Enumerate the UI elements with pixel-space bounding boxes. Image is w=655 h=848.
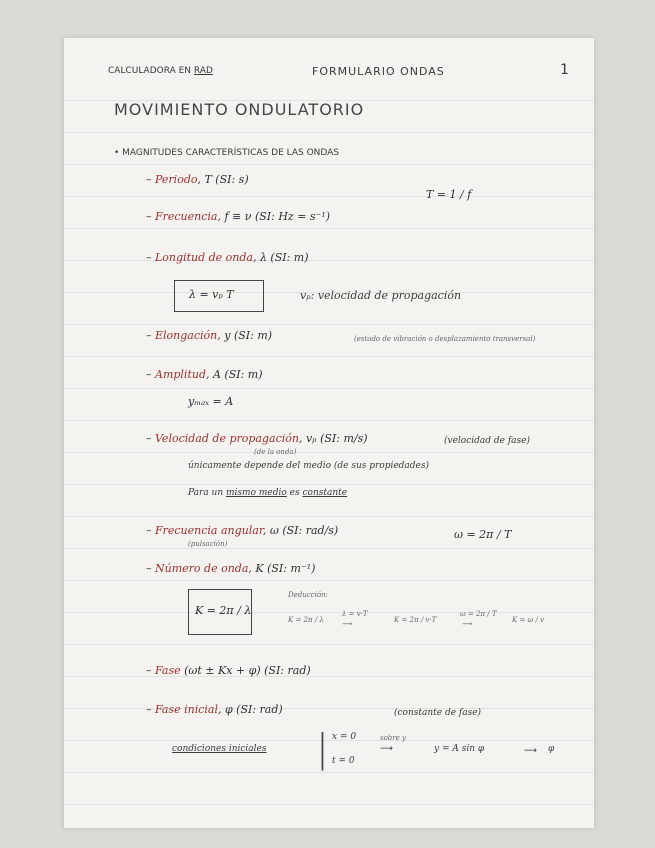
numero-formula: K = 2π / λ	[195, 604, 252, 617]
header-left-underlined: RAD	[193, 66, 213, 76]
header-center: FORMULARIO ONDAS	[312, 65, 445, 78]
numero-step1: K = 2π / λ	[288, 616, 324, 624]
fase-final: φ	[548, 744, 555, 754]
faseinicial-note: (constante de fase)	[394, 708, 482, 718]
arrow-label-sobre-y: sobre y	[380, 734, 406, 742]
item-angular: – Frecuencia angular, ω (SI: rad/s)	[146, 524, 339, 537]
longitud-formula-box	[174, 280, 264, 312]
faseinicial-label: Fase inicial	[155, 703, 218, 716]
numero-rest: , K (SI: m⁻¹)	[248, 562, 316, 575]
velocidad-rest: , vₚ (SI: m/s)	[298, 432, 368, 445]
item-elongacion: – Elongación, y (SI: m)	[146, 329, 273, 342]
fase-rest: (ωt ± Kx + φ) (SI: rad)	[184, 664, 311, 677]
elongacion-rest: , y (SI: m)	[217, 329, 273, 342]
item-amplitud: – Amplitud, A (SI: m)	[146, 368, 263, 381]
frecuencia-label: Frecuencia	[155, 210, 218, 223]
page-number: 1	[560, 62, 569, 78]
longitud-label: Longitud de onda	[155, 251, 253, 264]
fase-result: y = A sin φ	[434, 744, 485, 754]
velocidad-sub: (de la onda)	[254, 448, 297, 456]
amplitud-label: Amplitud	[155, 368, 206, 381]
condiciones-bracket: |	[316, 726, 329, 770]
item-velocidad: – Velocidad de propagación, vₚ (SI: m/s)	[146, 432, 368, 445]
periodo-label: Periodo	[155, 173, 198, 186]
section-heading: • MAGNITUDES CARACTERÍSTICAS DE LAS ONDAS	[114, 148, 340, 158]
angular-sub: (pulsación)	[188, 540, 228, 548]
velocidad-line2: Para un mismo medio es constante	[188, 488, 348, 498]
faseinicial-rest: , φ (SI: rad)	[217, 703, 283, 716]
item-numero: – Número de onda, K (SI: m⁻¹)	[146, 562, 316, 575]
numero-arrow2: ⟶	[462, 620, 473, 628]
longitud-rest: , λ (SI: m)	[252, 251, 309, 264]
item-frecuencia: – Frecuencia, f ≡ ν (SI: Hz = s⁻¹)	[146, 210, 331, 223]
condicion-x0: x = 0	[332, 732, 357, 742]
periodo-rest: , T (SI: s)	[197, 173, 249, 186]
numero-step3: K = ω / v	[512, 616, 545, 624]
elongacion-label: Elongación	[155, 329, 218, 342]
angular-formula: ω = 2π / T	[454, 528, 512, 541]
header-left: CALCULADORA EN RAD	[108, 66, 213, 76]
velocidad-note: (velocidad de fase)	[444, 436, 530, 446]
item-fase-inicial: – Fase inicial, φ (SI: rad)	[146, 703, 283, 716]
amplitud-rest: , A (SI: m)	[206, 368, 263, 381]
amplitud-formula: yₘₐₓ = A	[188, 395, 234, 408]
numero-arrow1: ⟶	[342, 620, 353, 628]
numero-arrow2-label: ω = 2π / T	[460, 610, 497, 618]
velocidad-label: Velocidad de propagación	[155, 432, 299, 445]
item-periodo: – Periodo, T (SI: s)	[146, 173, 249, 186]
fase-label: Fase	[155, 664, 181, 677]
item-fase: – Fase (ωt ± Kx + φ) (SI: rad)	[146, 664, 311, 677]
numero-label: Número de onda	[155, 562, 249, 575]
condicion-t0: t = 0	[332, 756, 355, 766]
arrow-to-final: ⟶	[524, 746, 537, 756]
notebook-page	[64, 38, 594, 828]
periodo-formula: T = 1 / f	[426, 188, 472, 201]
condiciones-iniciales: condiciones iniciales	[172, 744, 267, 754]
numero-formula-box	[188, 589, 252, 635]
arrow-to-result: ⟶	[380, 744, 393, 754]
item-longitud: – Longitud de onda, λ (SI: m)	[146, 251, 309, 264]
numero-step2: K = 2π / v·T	[394, 616, 437, 624]
velocidad-line1: únicamente depende del medio (de sus propiedades)	[188, 461, 430, 471]
longitud-formula: λ = vₚ T	[189, 288, 234, 301]
angular-rest: , ω (SI: rad/s)	[262, 524, 339, 537]
longitud-note: vₚ: velocidad de propagación	[300, 289, 462, 302]
numero-arrow1-label: λ = v·T	[342, 610, 368, 618]
numero-deduccion: Deducción:	[288, 591, 328, 599]
elongacion-note: (estado de vibración o desplazamiento transversal)	[354, 335, 536, 343]
page-title: MOVIMIENTO ONDULATORIO	[114, 100, 365, 119]
frecuencia-rest: , f ≡ ν (SI: Hz = s⁻¹)	[217, 210, 331, 223]
angular-label: Frecuencia angular	[155, 524, 263, 537]
